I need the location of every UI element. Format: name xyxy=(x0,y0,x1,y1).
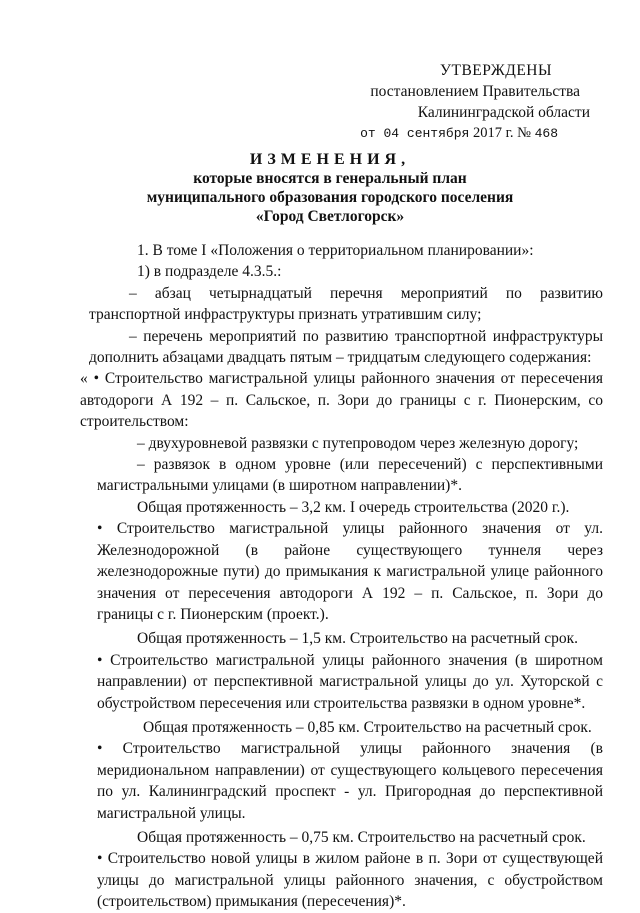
approval-date: от 04 сентября xyxy=(360,126,470,141)
paragraph-13: • Строительство магистральной улицы районного значения (в меридиональном направлении) от существующего кольцевого пересечения по ул. Калининградский проспект - ул. Пригородная до перспективной магистральной улицы. xyxy=(97,740,603,822)
paragraph-11: • Строительство магистральной улицы районного значения (в широтном направлении) от перспективной магистральной улицы до ул. Хуторской с обустройством пересечения или строительства развязки в одном уровне*. xyxy=(97,651,603,712)
approval-number-sign: № xyxy=(517,125,531,141)
paragraph-10: Общая протяженность – 1,5 км. Строительство на расчетный срок. xyxy=(137,630,579,648)
paragraph-14: Общая протяженность – 0,75 км. Строительство на расчетный срок. xyxy=(137,828,586,846)
paragraph-4: – перечень мероприятий по развитию транспортной инфраструктуры дополнить абзацами двадцать пятым – тридцатым следующего содержания: xyxy=(89,327,603,367)
approval-signature-line xyxy=(300,123,610,144)
paragraph-3: – абзац четырнадцатый перечня мероприятий по развитию транспортной инфраструктуры признать утратившим силу; xyxy=(89,284,603,324)
approval-line-2: Калининградской области xyxy=(417,104,590,121)
approval-block xyxy=(300,60,610,144)
paragraph-2: 1) в подразделе 4.3.5.: xyxy=(137,263,282,281)
paragraph-8: Общая протяженность – 3,2 км. I очередь строительства (2020 г.). xyxy=(137,498,570,516)
paragraph-7: – развязок в одном уровне (или пересечений) с перспективными магистральными улицами (в широтном направлении)*. xyxy=(97,456,603,495)
approval-number: 468 xyxy=(534,126,558,141)
document-heading xyxy=(110,150,550,226)
paragraph-9: • Строительство магистральной улицы районного значения от ул. Железнодорожной (в районе существующего туннеля через железнодорожные пути) до примыкания к магистральной улице районного значения от пересечения автодороги А 192 – п. Сальское, п. Зори до границы с г. Пионерским (проект.). xyxy=(97,520,603,623)
paragraph-1: 1. В томе I «Положения о территориальном планировании»: xyxy=(137,242,534,259)
heading-line-2: муниципального образования городского поселения xyxy=(146,189,514,206)
paragraph-15: • Строительство новой улицы в жилом районе в п. Зори от существующей улицы до магистральной улицы районного значения, с обустройством (строительством) примыкания (пересечения)*. xyxy=(97,850,603,911)
approval-title: УТВЕРЖДЕНЫ xyxy=(440,62,552,79)
paragraph-12: Общая протяженность – 0,85 км. Строительство на расчетный срок. xyxy=(143,718,592,736)
paragraph-5: « • Строительство магистральной улицы районного значения от пересечения автодороги А 192 – п. Сальское, п. Зори до границы с г. Пионерским, со строительством: xyxy=(80,370,603,431)
heading-line-1: которые вносятся в генеральный план xyxy=(193,170,467,187)
heading-line-3: «Город Светлогорск» xyxy=(255,208,405,225)
approval-year: 2017 г. xyxy=(472,125,514,141)
paragraph-6: – двухуровневой развязки с путепроводом через железную дорогу; xyxy=(137,434,579,452)
heading-main: ИЗМЕНЕНИЯ, xyxy=(249,151,411,168)
approval-line-1: постановлением Правительства xyxy=(370,83,580,100)
document-body xyxy=(80,240,603,913)
